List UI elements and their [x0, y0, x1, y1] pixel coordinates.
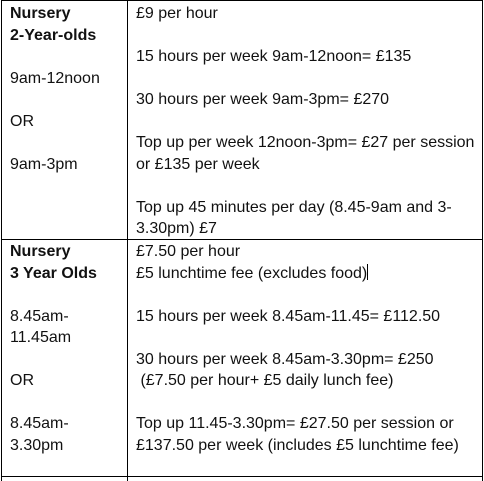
row-3-year-olds-fees-cell — [136, 241, 459, 456]
row-subtitle: 3 Year Olds — [10, 264, 97, 282]
fee-line: 3.30pm) £7 — [136, 220, 217, 237]
or-label: OR — [10, 372, 34, 389]
fee-line: 30 hours per week 9am-3pm= £270 — [136, 91, 390, 108]
text-cursor — [367, 264, 368, 280]
table-top-border — [2, 0, 482, 1]
lunch-fee-line[interactable] — [136, 263, 459, 285]
session-option: 3.30pm — [10, 436, 64, 454]
fee-line: 15 hours per week 8.45am-11.45= £112.50 — [136, 307, 441, 325]
fee-line: Top up per week 12noon-3pm= £27 per session — [136, 134, 475, 151]
fee-line: Top up 11.45-3.30pm= £27.50 per session or — [136, 415, 454, 432]
session-option: 9am-12noon — [10, 69, 100, 87]
session-option: 8.45am- — [10, 307, 69, 325]
row-subtitle: 2-Year-olds — [10, 26, 97, 44]
session-option: 9am-3pm — [10, 155, 78, 173]
fee-line: or £135 per week — [136, 155, 260, 173]
fee-line: 15 hours per week 9am-12noon= £135 — [136, 48, 412, 65]
column-divider — [127, 0, 128, 481]
row-divider — [2, 476, 482, 477]
row-2-year-olds-label-cell — [10, 3, 100, 175]
row-title: Nursery — [10, 243, 71, 260]
fee-line: Top up 45 minutes per day (8.45-9am and 3- — [136, 198, 452, 216]
fees-table — [1, 0, 483, 481]
lunch-fee-text: £5 lunchtime fee (excludes food) — [136, 264, 368, 282]
row-2-year-olds-fees-cell — [136, 3, 474, 240]
fee-line: £137.50 per week (includes £5 lunchtime fee) — [136, 436, 459, 454]
hourly-rate: £9 per hour — [136, 5, 218, 22]
fee-line: (£7.50 per hour+ £5 daily lunch fee) — [136, 372, 394, 389]
fee-line: 30 hours per week 8.45am-3.30pm= £250 — [136, 350, 434, 368]
or-label: OR — [10, 112, 34, 130]
row-3-year-olds-label-cell — [10, 241, 97, 456]
row-title: Nursery — [10, 5, 71, 22]
session-option: 11.45am — [10, 329, 72, 346]
hourly-rate: £7.50 per hour — [136, 243, 241, 260]
session-option: 8.45am- — [10, 415, 69, 432]
